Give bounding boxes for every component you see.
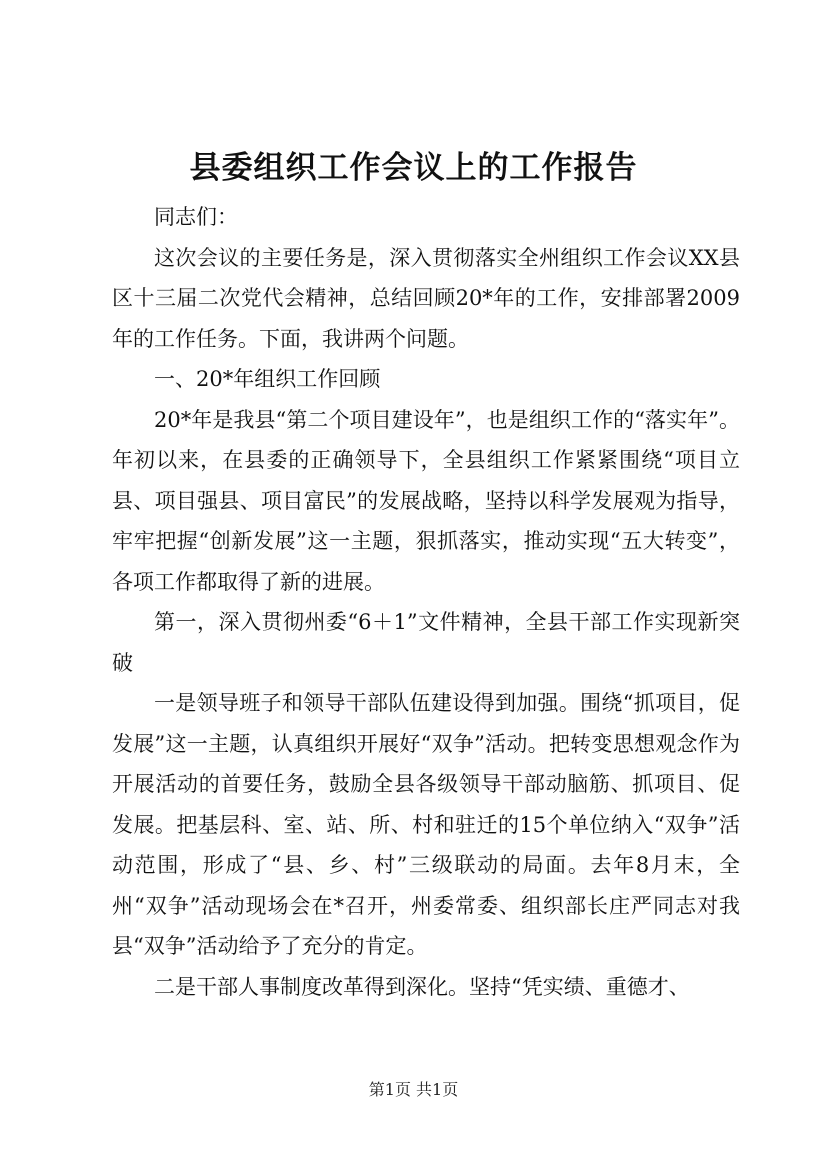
page-footer: 第1页 共1页 [368,1080,459,1099]
section-heading: 一、20*年组织工作回顾 [154,367,381,391]
salutation-paragraph: 同志们： [154,205,238,229]
point-two-paragraph: 二是干部人事制度改革得到深化。坚持“凭实绩、重德才、 [154,974,690,999]
subsection-heading: 第一，深入贯彻州委“6＋1”文件精神，全县干部工作实现新突破 [112,610,740,675]
document-title: 县委组织工作会议上的工作报告 [189,150,638,186]
review-paragraph: 20*年是我县“第二个项目建设年”，也是组织工作的“落实年”。年初以来，在县委的正确领导下，全县组织工作紧紧围绕“项目立县、项目强县、项目富民”的发展战略，坚持以科学发展观为指导，牢牢把握“创新发展”这一主题，狠抓落实，推动实现“五大转变”，各项工作都取得了新的进展。 [112,407,740,594]
point-one-paragraph: 一是领导班子和领导干部队伍建设得到加强。围绕“抓项目，促发展”这一主题，认真组织开展好“双争”活动。把转变思想观念作为开展活动的首要任务，鼓励全县各级领导干部动脑筋、抓项目、促发展。把基层科、室、站、所、村和驻迁的15个单位纳入“双争”活动范围，形成了“县、乡、村”三级联动的局面。去年8月末，全州“双争”活动现场会在*召开，州委常委、组织部长庄严同志对我县“双争”活动给予了充分的肯定。 [112,691,740,958]
intro-paragraph: 这次会议的主要任务是，深入贯彻落实全州组织工作会议XX县区十三届二次党代会精神，总结回顾20*年的工作，安排部署2009年的工作任务。下面，我讲两个问题。 [112,245,740,351]
document-body [112,197,740,1007]
